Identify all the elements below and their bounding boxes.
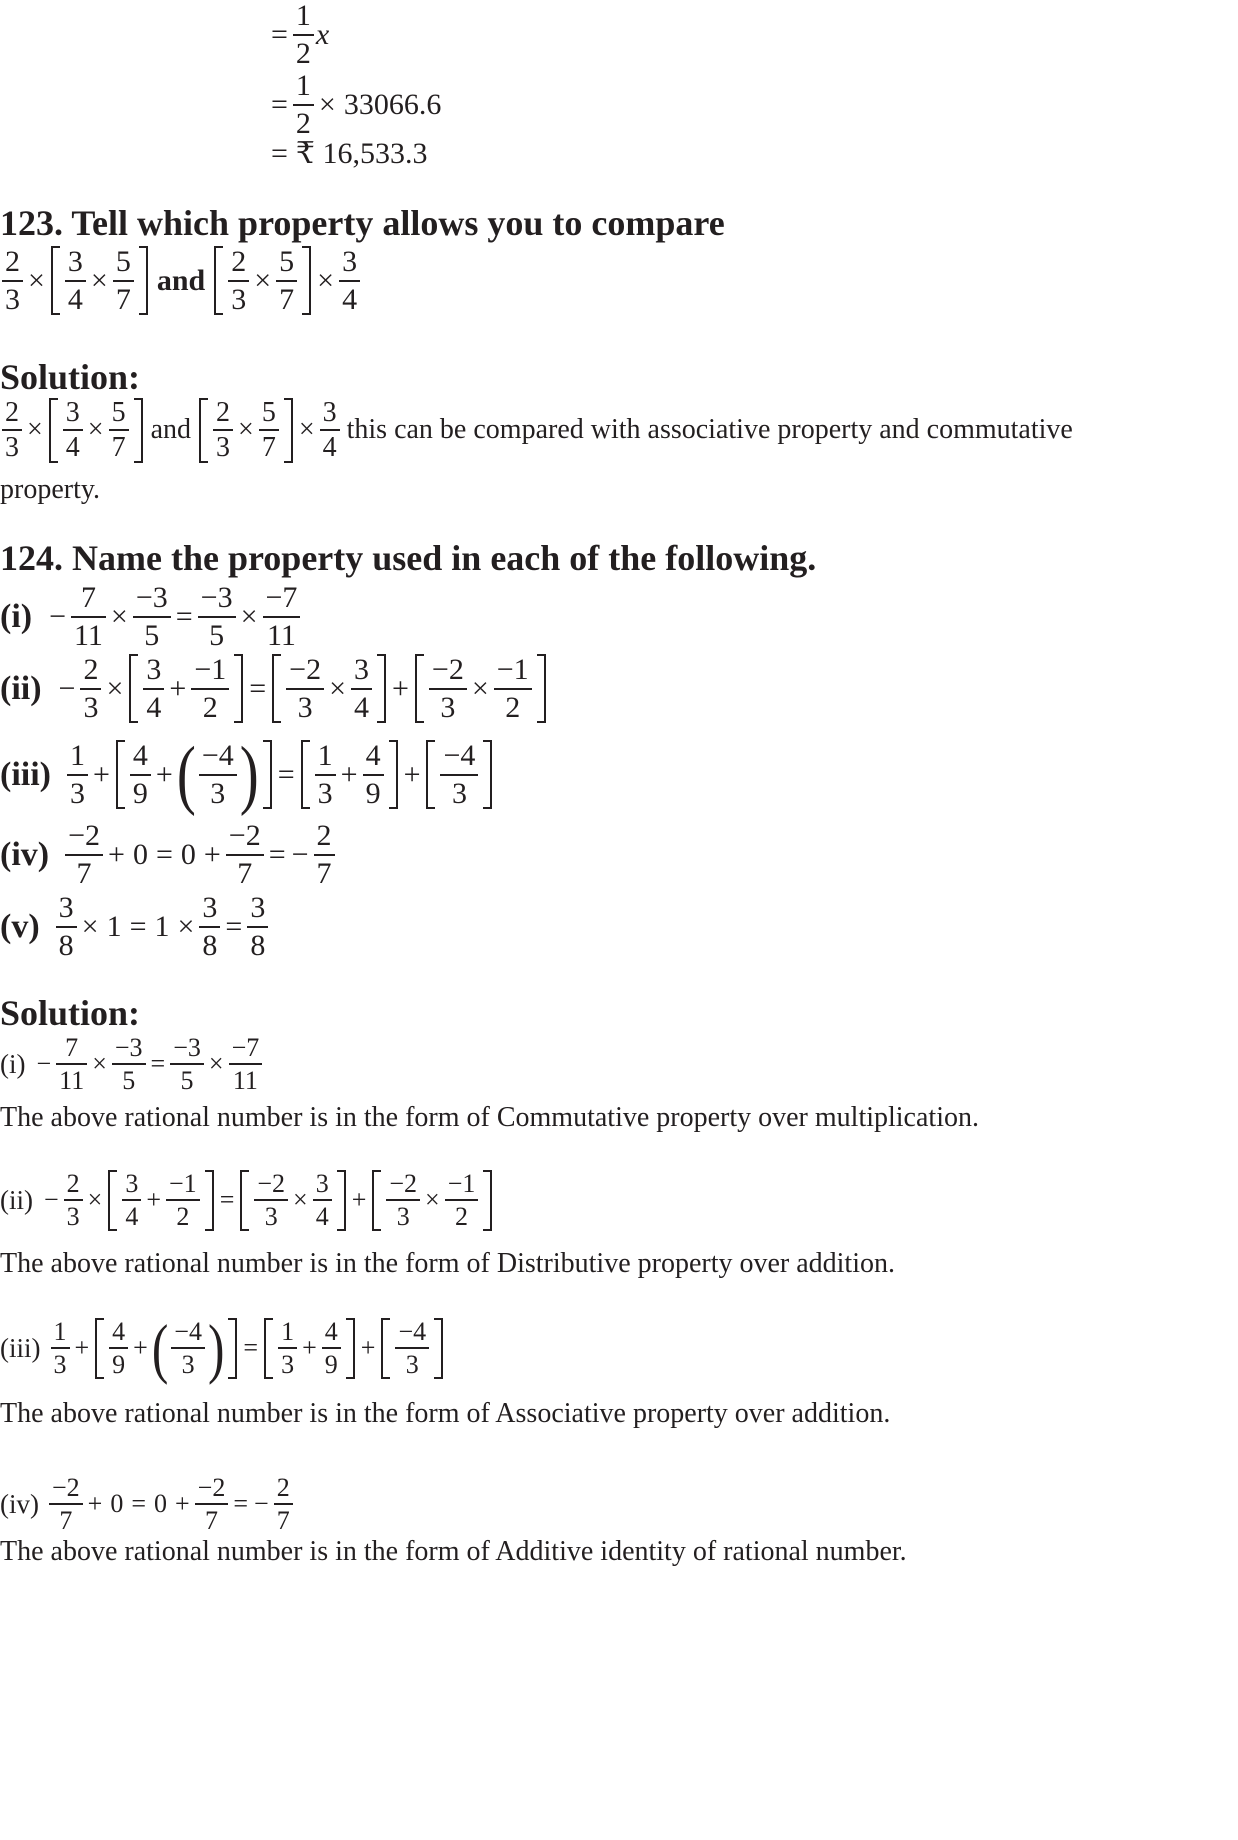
right-bracket bbox=[483, 1170, 492, 1231]
fraction: $\frac{7}{11}$ bbox=[71, 582, 106, 651]
right-bracket bbox=[537, 654, 546, 723]
solution-iii-expression bbox=[0, 1310, 446, 1386]
operator: + bbox=[169, 671, 187, 705]
operator: + bbox=[403, 757, 421, 791]
left-bracket bbox=[301, 740, 310, 809]
operator: × bbox=[27, 414, 43, 446]
operator: × bbox=[318, 87, 336, 121]
right-bracket bbox=[389, 740, 398, 809]
solution-i-expression bbox=[0, 1034, 264, 1095]
fraction: $\frac{-3}{5}$ bbox=[133, 582, 171, 651]
operator: × bbox=[28, 263, 45, 297]
solution-label: (iii) bbox=[0, 1332, 41, 1363]
right-paren: ) bbox=[239, 731, 259, 818]
math-text: 0 bbox=[110, 1489, 124, 1519]
operator: × bbox=[238, 414, 254, 446]
question-124-part-iv bbox=[0, 820, 337, 889]
right-bracket bbox=[228, 1318, 237, 1379]
fraction: $\frac{-4}{3}$ bbox=[199, 740, 237, 809]
fraction: $\frac{5}{7}$ bbox=[113, 246, 134, 315]
solution-iv-statement: The above rational number is in the form of Additive identity of rational number. bbox=[0, 1536, 907, 1567]
operator: + bbox=[146, 1185, 162, 1215]
fraction: $\frac{-1}{2}$ bbox=[191, 654, 229, 723]
operator: = bbox=[243, 1333, 259, 1363]
operator: = bbox=[271, 136, 288, 170]
fraction: $\frac{5}{7}$ bbox=[259, 398, 279, 463]
right-bracket bbox=[377, 654, 386, 723]
operator: − bbox=[254, 1489, 269, 1519]
fraction: $\frac{-2}{7}$ bbox=[65, 820, 103, 889]
left-bracket bbox=[264, 1318, 273, 1379]
math-text: and bbox=[156, 263, 206, 297]
fraction: $\frac{-2}{3}$ bbox=[254, 1170, 288, 1231]
left-bracket bbox=[49, 398, 58, 463]
fraction: $\frac{-3}{5}$ bbox=[170, 1034, 204, 1095]
operator: = bbox=[155, 837, 173, 871]
question-123-solution-continuation: property. bbox=[0, 474, 101, 505]
operator: × bbox=[81, 909, 99, 943]
fraction: $\frac{3}{4}$ bbox=[320, 398, 340, 463]
operator: + bbox=[108, 837, 125, 871]
operator: = bbox=[271, 17, 288, 51]
math-text: this can be compared with associative property and commutative bbox=[346, 414, 1073, 446]
operator: = bbox=[233, 1489, 249, 1519]
fraction: $\frac{-2}{7}$ bbox=[195, 1474, 229, 1535]
left-bracket bbox=[372, 1170, 381, 1231]
operator: = bbox=[225, 909, 243, 943]
fraction: $\frac{2}{3}$ bbox=[228, 246, 249, 315]
fraction: $\frac{2}{3}$ bbox=[2, 398, 22, 463]
operator: × bbox=[87, 1185, 103, 1215]
operator: × bbox=[240, 599, 258, 633]
operator: − bbox=[44, 1185, 59, 1215]
right-bracket bbox=[205, 1170, 214, 1231]
fraction: $\frac{3}{4}$ bbox=[122, 1170, 141, 1231]
operator: = bbox=[271, 87, 288, 121]
part-label: (iii) bbox=[0, 755, 51, 793]
fraction: $\frac{-2}{7}$ bbox=[49, 1474, 83, 1535]
operator: = bbox=[175, 599, 193, 633]
fraction: $\frac{-4}{3}$ bbox=[171, 1318, 205, 1379]
question-124-heading: 124. Name the property used in each of the following. bbox=[0, 538, 817, 578]
fraction: $\frac{-1}{2}$ bbox=[494, 654, 532, 723]
left-bracket bbox=[116, 740, 125, 809]
question-123-solution-expression bbox=[0, 398, 1078, 463]
left-bracket bbox=[272, 654, 281, 723]
prev-line-1 bbox=[268, 0, 329, 69]
right-bracket bbox=[284, 398, 293, 463]
right-bracket bbox=[234, 654, 243, 723]
fraction: $\frac{-3}{5}$ bbox=[198, 582, 236, 651]
operator: = bbox=[150, 1049, 166, 1079]
operator: + bbox=[155, 757, 173, 791]
solution-iii-statement: The above rational number is in the form of Associative property over addition. bbox=[0, 1398, 891, 1429]
operator: × bbox=[298, 414, 315, 446]
operator: × bbox=[87, 414, 104, 446]
fraction: $\frac{4}{9}$ bbox=[322, 1318, 341, 1379]
fraction: $\frac{2}{7}$ bbox=[274, 1474, 293, 1535]
operator: + bbox=[175, 1489, 190, 1519]
part-label: (v) bbox=[0, 907, 40, 945]
operator: − bbox=[58, 671, 76, 705]
fraction: $\frac{2}{7}$ bbox=[314, 820, 335, 889]
left-bracket bbox=[51, 246, 60, 315]
operator: × bbox=[110, 599, 128, 633]
fraction: $\frac{-2}{7}$ bbox=[226, 820, 264, 889]
solution-label: (iv) bbox=[0, 1488, 39, 1519]
part-label: (i) bbox=[0, 597, 33, 635]
fraction: $\frac{1}{3}$ bbox=[51, 1318, 70, 1379]
math-text: 0 bbox=[132, 837, 148, 871]
fraction: $\frac{2}{3}$ bbox=[213, 398, 233, 463]
left-bracket bbox=[426, 740, 435, 809]
right-bracket bbox=[337, 1170, 346, 1231]
operator: × bbox=[425, 1185, 440, 1215]
right-bracket bbox=[302, 246, 311, 315]
operator: + bbox=[351, 1185, 367, 1215]
fraction: $\frac{2}{3}$ bbox=[2, 246, 23, 315]
fraction: $\frac{1}{2}$ bbox=[293, 0, 314, 69]
math-text: 1 bbox=[106, 909, 122, 943]
right-bracket bbox=[139, 246, 148, 315]
operator: + bbox=[203, 837, 221, 871]
left-bracket bbox=[415, 654, 424, 723]
solution-label: (i) bbox=[0, 1048, 26, 1079]
operator: + bbox=[133, 1333, 148, 1363]
fraction: $\frac{3}{4}$ bbox=[143, 654, 164, 723]
operator: × bbox=[254, 263, 272, 297]
operator: × bbox=[106, 671, 124, 705]
fraction: $\frac{-7}{11}$ bbox=[229, 1034, 263, 1095]
part-label: (iv) bbox=[0, 835, 50, 873]
math-text: 33066.6 bbox=[343, 87, 442, 121]
left-bracket bbox=[129, 654, 138, 723]
solution-label: (ii) bbox=[0, 1184, 33, 1215]
right-bracket bbox=[434, 1318, 443, 1379]
solution-ii-statement: The above rational number is in the form of Distributive property over addition. bbox=[0, 1248, 895, 1279]
fraction: $\frac{4}{9}$ bbox=[130, 740, 151, 809]
operator: + bbox=[360, 1333, 376, 1363]
left-bracket bbox=[381, 1318, 390, 1379]
fraction: $\frac{3}{8}$ bbox=[247, 892, 268, 961]
question-124-part-iii bbox=[0, 731, 495, 818]
fraction: $\frac{1}{3}$ bbox=[67, 740, 88, 809]
fraction: $\frac{5}{7}$ bbox=[276, 246, 297, 315]
fraction: $\frac{3}{4}$ bbox=[351, 654, 372, 723]
operator: × bbox=[293, 1185, 308, 1215]
question-124-part-ii bbox=[0, 654, 549, 723]
fraction: $\frac{3}{8}$ bbox=[199, 892, 220, 961]
operator: − bbox=[291, 837, 309, 871]
left-paren: ( bbox=[176, 731, 196, 818]
fraction: $\frac{5}{7}$ bbox=[109, 398, 129, 463]
right-bracket bbox=[263, 740, 272, 809]
part-label: (ii) bbox=[0, 669, 42, 707]
fraction: $\frac{7}{11}$ bbox=[56, 1034, 87, 1095]
solution-ii-expression bbox=[0, 1170, 495, 1231]
operator: = bbox=[249, 671, 267, 705]
operator: + bbox=[302, 1333, 317, 1363]
fraction: $\frac{-7}{11}$ bbox=[263, 582, 301, 651]
operator: − bbox=[49, 599, 67, 633]
operator: − bbox=[36, 1049, 52, 1079]
fraction: $\frac{2}{3}$ bbox=[80, 654, 101, 723]
fraction: $\frac{-2}{3}$ bbox=[386, 1170, 420, 1231]
operator: × bbox=[317, 263, 335, 297]
fraction: $\frac{2}{3}$ bbox=[64, 1170, 83, 1231]
operator: × bbox=[208, 1049, 224, 1079]
operator: = bbox=[268, 837, 286, 871]
fraction: $\frac{3}{4}$ bbox=[63, 398, 83, 463]
right-bracket bbox=[483, 740, 492, 809]
operator: + bbox=[87, 1489, 103, 1519]
operator: + bbox=[340, 757, 358, 791]
math-text: x bbox=[315, 17, 330, 51]
math-text: and bbox=[150, 414, 192, 446]
operator: × bbox=[177, 909, 195, 943]
math-text: 0 bbox=[180, 837, 196, 871]
question-123-expression bbox=[0, 246, 362, 315]
fraction: $\frac{-4}{3}$ bbox=[440, 740, 478, 809]
solution-iv-expression bbox=[0, 1474, 295, 1535]
fraction: $\frac{3}{4}$ bbox=[313, 1170, 332, 1231]
operator: = bbox=[219, 1185, 235, 1215]
left-bracket bbox=[214, 246, 223, 315]
left-bracket bbox=[95, 1318, 104, 1379]
fraction: $\frac{-1}{2}$ bbox=[166, 1170, 200, 1231]
fraction: $\frac{3}{4}$ bbox=[65, 246, 86, 315]
operator: + bbox=[92, 757, 110, 791]
operator: = bbox=[131, 1489, 146, 1519]
math-text: 0 bbox=[154, 1489, 167, 1519]
question-124-part-i bbox=[0, 582, 302, 651]
left-bracket bbox=[199, 398, 208, 463]
operator: = bbox=[277, 757, 295, 791]
question-124-solution-heading: Solution: bbox=[0, 993, 141, 1033]
operator: × bbox=[90, 263, 108, 297]
left-bracket bbox=[108, 1170, 117, 1231]
operator: × bbox=[92, 1049, 107, 1079]
math-text: 1 bbox=[154, 909, 170, 943]
fraction: $\frac{-1}{2}$ bbox=[445, 1170, 479, 1231]
operator: × bbox=[471, 671, 489, 705]
left-paren: ( bbox=[151, 1310, 169, 1386]
right-bracket bbox=[346, 1318, 355, 1379]
fraction: $\frac{1}{2}$ bbox=[293, 70, 314, 139]
operator: = bbox=[129, 909, 147, 943]
fraction: $\frac{-2}{3}$ bbox=[429, 654, 467, 723]
right-bracket bbox=[134, 398, 143, 463]
fraction: $\frac{1}{3}$ bbox=[278, 1318, 297, 1379]
solution-i-statement: The above rational number is in the form of Commutative property over multiplication. bbox=[0, 1102, 979, 1133]
fraction: $\frac{1}{3}$ bbox=[315, 740, 336, 809]
operator: + bbox=[74, 1333, 90, 1363]
right-paren: ) bbox=[207, 1310, 225, 1386]
left-bracket bbox=[240, 1170, 249, 1231]
question-123-solution-heading: Solution: bbox=[0, 357, 141, 397]
fraction: $\frac{4}{9}$ bbox=[363, 740, 384, 809]
fraction: $\frac{-3}{5}$ bbox=[112, 1034, 146, 1095]
fraction: $\frac{4}{9}$ bbox=[109, 1318, 128, 1379]
prev-line-3 bbox=[268, 136, 433, 171]
fraction: $\frac{-2}{3}$ bbox=[286, 654, 324, 723]
prev-line-2 bbox=[268, 70, 446, 139]
question-123-heading: 123. Tell which property allows you to compare bbox=[0, 203, 725, 243]
fraction: $\frac{-4}{3}$ bbox=[395, 1318, 429, 1379]
operator: + bbox=[392, 671, 409, 705]
math-text: ₹ 16,533.3 bbox=[295, 137, 428, 170]
fraction: $\frac{3}{8}$ bbox=[56, 892, 77, 961]
fraction: $\frac{3}{4}$ bbox=[339, 246, 360, 315]
operator: × bbox=[329, 671, 346, 705]
question-124-part-v bbox=[0, 892, 270, 961]
